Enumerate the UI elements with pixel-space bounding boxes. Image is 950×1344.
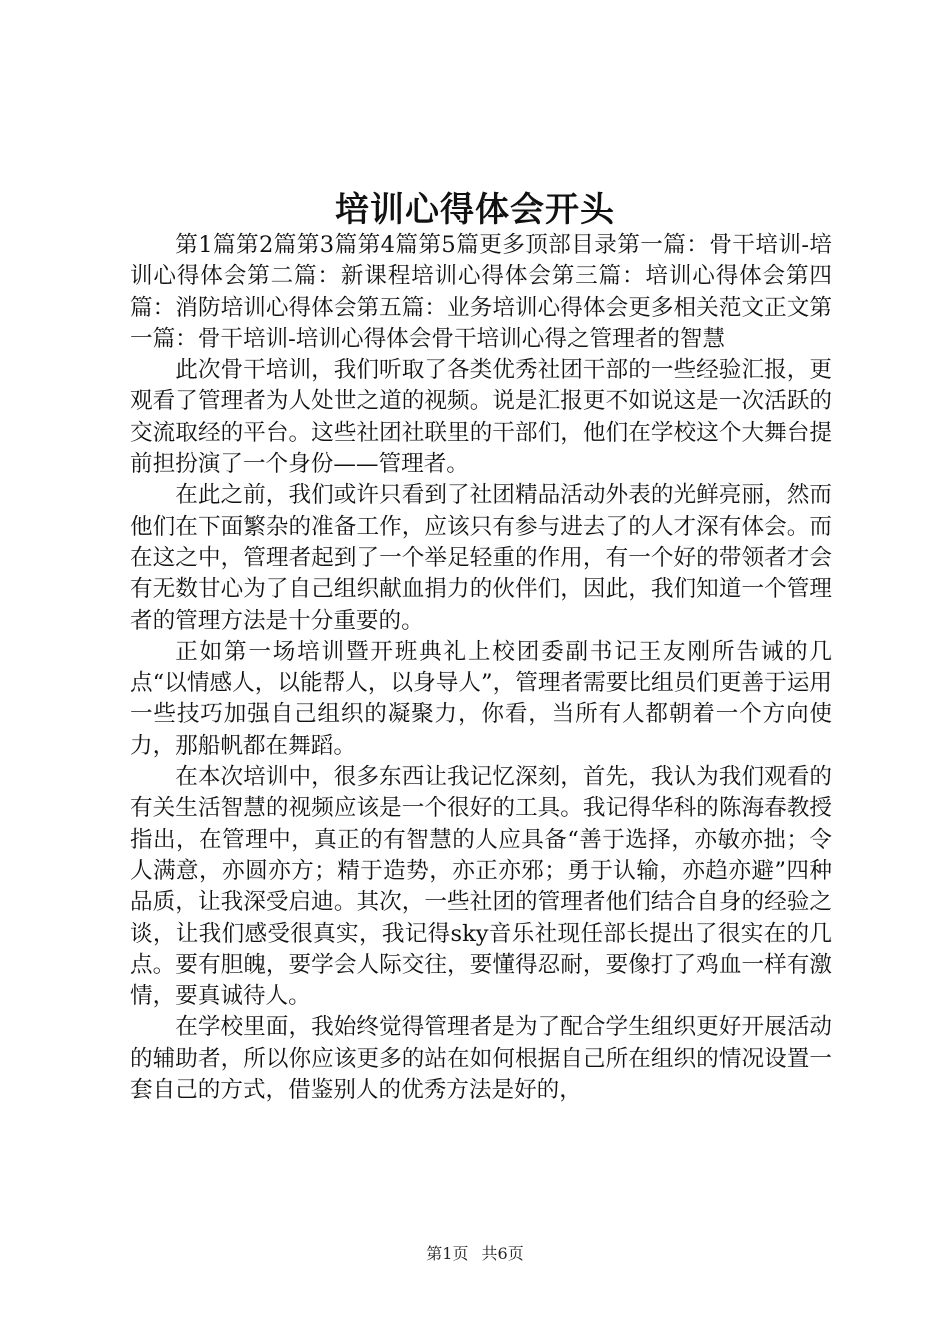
page-footer — [0, 1243, 950, 1265]
document-body — [130, 230, 832, 1106]
paragraph: 正如第一场培训暨开班典礼上校团委副书记王友刚所告诫的几点“以情感人，以能帮人，以身导人”，管理者需要比组员们更善于运用一些技巧加强自己组织的凝聚力，你看，当所有人都朝着一个方向使力，那船帆都在舞蹈。 — [130, 638, 832, 759]
page-number: 第1页 — [426, 1244, 469, 1263]
paragraph: 此次骨干培训，我们听取了各类优秀社团干部的一些经验汇报，更观看了管理者为人处世之道的视频。说是汇报更不如说这是一次活跃的交流取经的平台。这些社团社联里的干部们，他们在学校这个大舞台提前担扮演了一个身份——管理者。 — [130, 357, 832, 478]
paragraph: 在此之前，我们或许只看到了社团精品活动外表的光鲜亮丽，然而他们在下面繁杂的准备工作，应该只有参与进去了的人才深有体会。而在这之中，管理者起到了一个举足轻重的作用，有一个好的带领者才会有无数甘心为了自己组织献血捐力的伙伴们，因此，我们知道一个管理者的管理方法是十分重要的。 — [130, 482, 832, 634]
document-title: 培训心得体会开头 — [335, 190, 615, 230]
paragraph: 在本次培训中，很多东西让我记忆深刻，首先，我认为我们观看的有关生活智慧的视频应该是一个很好的工具。我记得华科的陈海春教授指出，在管理中，真正的有智慧的人应具备“善于选择，亦敏亦拙；令人满意，亦圆亦方；精于造势，亦正亦邪；勇于认输，亦趋亦避”四种品质，让我深受启迪。其次，一些社团的管理者他们结合自身的经验之谈，让我们感受很真实，我记得sky音乐社现任部长提出了很实在的几点。要有胆魄，要学会人际交往，要懂得忍耐，要像打了鸡血一样有激情，要真诚待人。 — [130, 764, 832, 1010]
paragraph: 在学校里面，我始终觉得管理者是为了配合学生组织更好开展活动的辅助者，所以你应该更多的站在如何根据自己所在组织的情况设置一套自己的方式，借鉴别人的优秀方法是好的， — [130, 1014, 832, 1104]
paragraph-toc: 第1篇第2篇第3篇第4篇第5篇更多顶部目录第一篇：骨干培训-培训心得体会第二篇：新课程培训心得体会第三篇：培训心得体会第四篇：消防培训心得体会第五篇：业务培训心得体会更多相关范文正文第一篇：骨干培训-培训心得体会骨干培训心得之管理者的智慧 — [130, 232, 832, 352]
page-total: 共6页 — [481, 1244, 524, 1263]
